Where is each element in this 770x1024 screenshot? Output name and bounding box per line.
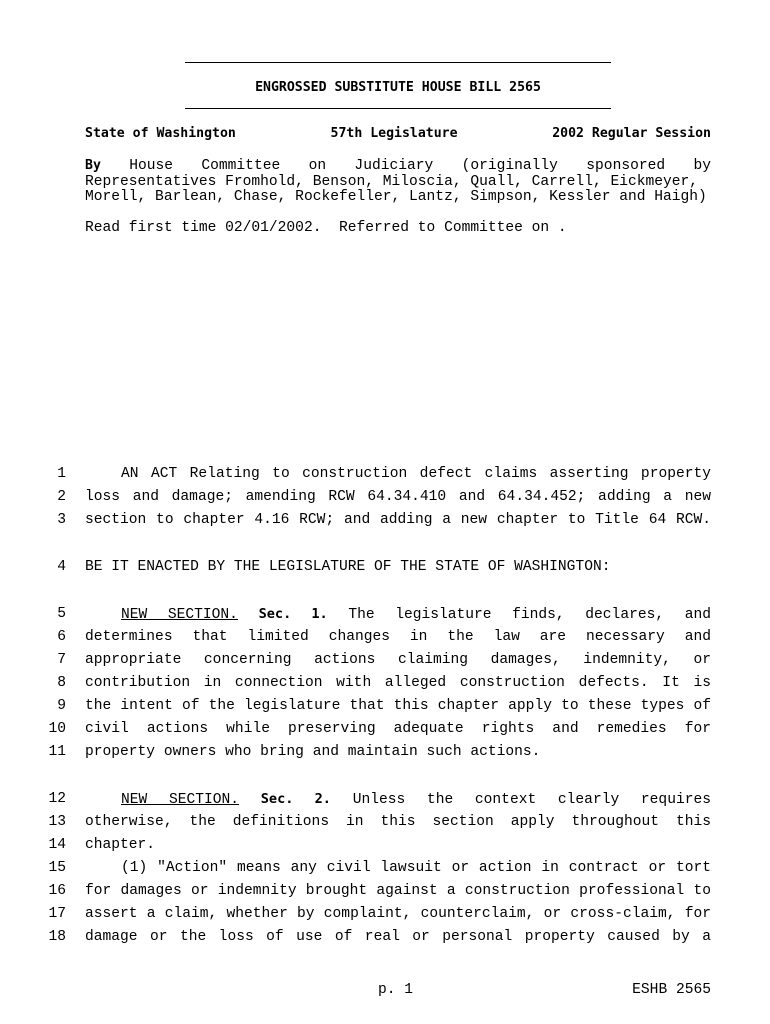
- line-number: 2: [57, 489, 66, 505]
- line-text: (1) "Action" means any civil lawsuit or action in contract or tort: [121, 860, 711, 876]
- line-number: 8: [57, 675, 66, 691]
- bill-line: [0, 559, 770, 582]
- bill-line: [0, 466, 770, 489]
- line-text: civil actions while preserving adequate rights and remedies for: [85, 721, 711, 737]
- line-text: NEW SECTION. Sec. 2. Unless the context clearly requires: [121, 791, 711, 808]
- bill-line: [0, 837, 770, 860]
- state-label: State of Washington: [85, 126, 236, 141]
- sponsors-line-3: Morell, Barlean, Chase, Rockefeller, Lantz, Simpson, Kessler and Haigh): [85, 189, 707, 205]
- line-number: 18: [48, 929, 66, 945]
- line-number: 7: [57, 652, 66, 668]
- section-number: Sec. 2.: [260, 791, 331, 807]
- new-section-label: NEW SECTION.: [121, 607, 238, 623]
- line-number: 10: [48, 721, 66, 737]
- line-text: NEW SECTION. Sec. 1. The legislature finds, declares, and: [121, 606, 711, 623]
- line-number: 11: [48, 744, 66, 760]
- line-number: 1: [57, 466, 66, 482]
- bill-line: [0, 629, 770, 652]
- line-text: otherwise, the definitions in this section apply throughout this: [85, 814, 711, 830]
- session-info: [85, 126, 711, 141]
- line-text: AN ACT Relating to construction defect claims asserting property: [121, 466, 711, 482]
- bill-line: [0, 698, 770, 721]
- header-top-rule: [185, 62, 611, 63]
- line-text: contribution in connection with alleged construction defects. It is: [85, 675, 711, 691]
- bill-line: [0, 929, 770, 952]
- enacting-clause: BE IT ENACTED BY THE LEGISLATURE OF THE STATE OF WASHINGTON:: [85, 559, 611, 575]
- bill-line: [0, 721, 770, 744]
- sponsors-line-1: [85, 158, 711, 175]
- bill-line: [0, 512, 770, 535]
- line-text: the intent of the legislature that this chapter apply to these types of: [85, 698, 711, 714]
- header-bottom-rule: [185, 108, 611, 109]
- line-number: 17: [48, 906, 66, 922]
- line-number: 9: [57, 698, 66, 714]
- line-number: 13: [48, 814, 66, 830]
- line-number: 16: [48, 883, 66, 899]
- new-section-label: NEW SECTION.: [121, 792, 240, 808]
- bill-title: ENGROSSED SUBSTITUTE HOUSE BILL 2565: [255, 80, 541, 95]
- line-text: for damages or indemnity brought against a construction professional to: [85, 883, 711, 899]
- line-number: 12: [48, 791, 66, 807]
- bill-line: [0, 652, 770, 675]
- bill-line: [0, 883, 770, 906]
- line-text: appropriate concerning actions claiming damages, indemnity, or: [85, 652, 711, 668]
- bill-line: [0, 814, 770, 837]
- sponsors-line-2: Representatives Fromhold, Benson, Miloscia, Quall, Carrell, Eickmeyer,: [85, 173, 699, 190]
- bill-line: [0, 675, 770, 698]
- line-number: 6: [57, 629, 66, 645]
- bill-line: [0, 606, 770, 629]
- by-label: By: [85, 158, 101, 173]
- bill-line: [0, 906, 770, 929]
- line-number: 15: [48, 860, 66, 876]
- bill-line: [0, 791, 770, 814]
- bill-line: [0, 744, 770, 767]
- line-text: damage or the loss of use of real or personal property caused by a: [85, 929, 711, 945]
- page-number: p. 1: [378, 982, 414, 998]
- legislature-label: 57th Legislature: [330, 126, 458, 141]
- sponsors-line-1-text: House Committee on Judiciary (originally sponsored by: [129, 158, 711, 174]
- bill-line: [0, 860, 770, 883]
- read-first-note: Read first time 02/01/2002. Referred to Committee on .: [85, 220, 567, 236]
- line-number: 14: [48, 837, 66, 853]
- line-number: 4: [57, 559, 66, 575]
- line-number: 3: [57, 512, 66, 528]
- line-text: loss and damage; amending RCW 64.34.410 and 64.34.452; adding a new: [85, 489, 711, 505]
- bill-line: [0, 489, 770, 512]
- line-text: section to chapter 4.16 RCW; and adding a new chapter to Title 64 RCW.: [85, 512, 711, 528]
- line-text: property owners who bring and maintain such actions.: [85, 744, 541, 760]
- session-label: 2002 Regular Session: [552, 126, 711, 141]
- section-number: Sec. 1.: [258, 606, 328, 622]
- line-number: 5: [57, 606, 66, 622]
- footer-bill-id: ESHB 2565: [632, 982, 711, 998]
- line-text: assert a claim, whether by complaint, counterclaim, or cross-claim, for: [85, 906, 711, 922]
- sponsors-block: [85, 158, 711, 206]
- line-text: chapter.: [85, 837, 156, 853]
- line-text: determines that limited changes in the law are necessary and: [85, 629, 711, 645]
